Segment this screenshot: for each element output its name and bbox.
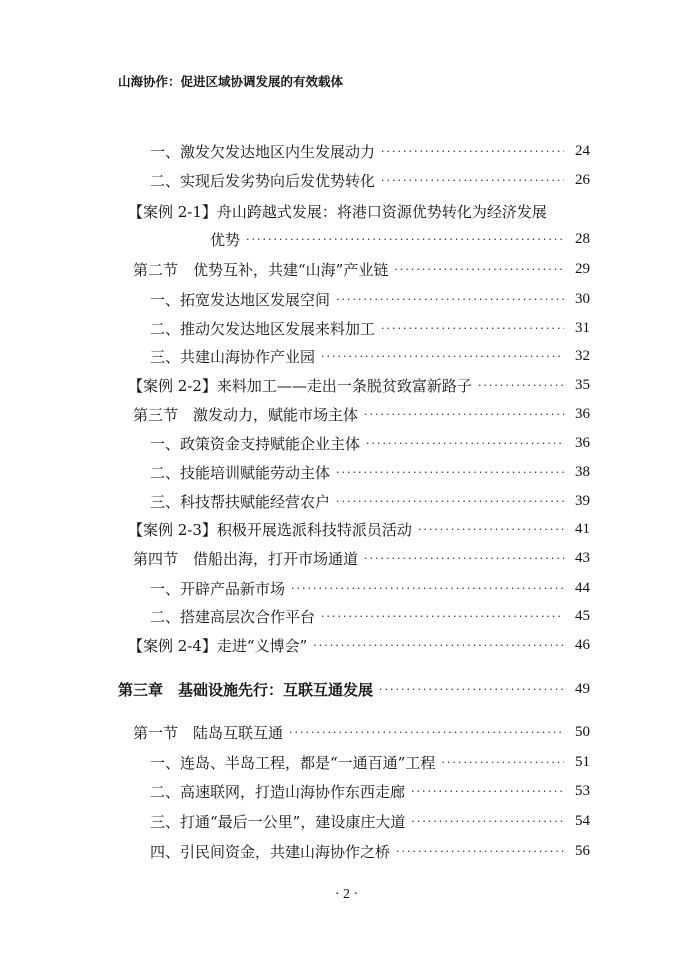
toc-entry-page: 28 bbox=[575, 230, 590, 247]
toc-entry-page: 26 bbox=[575, 171, 590, 188]
toc-entry-title: 【案例 2-3】积极开展选派科技特派员活动 bbox=[128, 520, 412, 539]
toc-leader-dots bbox=[336, 293, 564, 306]
toc-entry-title: 二、推动欠发达地区发展来料加工 bbox=[150, 319, 376, 338]
toc-entry-title: 一、拓宽发达地区发展空间 bbox=[150, 290, 331, 309]
toc-entry-page: 39 bbox=[575, 492, 590, 509]
toc-entry[interactable] bbox=[133, 401, 590, 427]
toc-entry[interactable] bbox=[128, 198, 590, 224]
toc-entry[interactable] bbox=[150, 778, 590, 804]
toc-entry-title: 第三节 激发动力，赋能市场主体 bbox=[133, 405, 359, 424]
toc-entry[interactable] bbox=[150, 430, 590, 456]
toc-entry-title: 第四节 借船出海，打开市场通道 bbox=[133, 549, 359, 568]
toc-entry-title: 三、打通“最后一公里”，建设康庄大道 bbox=[150, 812, 406, 831]
toc-entry-title: 【案例 2-2】来料加工——走出一条脱贫致富新路子 bbox=[128, 376, 472, 395]
running-header: 山海协作：促进区域协调发展的有效载体 bbox=[118, 74, 344, 89]
toc-entry-title: 二、搭建高层次合作平台 bbox=[150, 607, 316, 626]
toc-leader-dots bbox=[366, 437, 564, 450]
toc-entry-chapter[interactable] bbox=[118, 676, 590, 702]
toc-entry-title: 二、技能培训赋能劳动主体 bbox=[150, 463, 331, 482]
toc-leader-dots bbox=[289, 726, 564, 739]
toc-leader-dots bbox=[478, 379, 564, 392]
toc-entry-title: 一、连岛、半岛工程，都是“一通百通”工程 bbox=[150, 753, 436, 772]
toc-entry[interactable] bbox=[150, 603, 590, 629]
toc-entry[interactable] bbox=[128, 372, 590, 398]
toc-entry[interactable] bbox=[150, 286, 590, 312]
toc-entry-page: 38 bbox=[575, 463, 590, 480]
toc-leader-dots bbox=[396, 845, 564, 858]
toc-entry-title: 三、科技帮扶赋能经营农户 bbox=[150, 492, 331, 511]
toc-entry-title: 第三章 基础设施先行：互联互通发展 bbox=[118, 680, 374, 699]
toc-entry-page: 36 bbox=[575, 434, 590, 451]
toc-leader-dots bbox=[381, 322, 564, 335]
toc-entry-page: 56 bbox=[575, 842, 590, 859]
toc-entry-title: 【案例 2-1】舟山跨越式发展：将港口资源优势转化为经济发展 bbox=[128, 202, 547, 221]
toc-entry-page: 46 bbox=[575, 636, 590, 653]
toc-entry-page: 44 bbox=[575, 579, 590, 596]
toc-entry-page: 41 bbox=[575, 520, 590, 537]
toc-entry-title: 第二节 优势互补，共建“山海”产业链 bbox=[133, 260, 389, 279]
toc-entry-page: 30 bbox=[575, 290, 590, 307]
toc-entry[interactable] bbox=[133, 719, 590, 745]
toc-entry[interactable] bbox=[128, 632, 590, 658]
toc-entry-page: 51 bbox=[575, 753, 590, 770]
toc-leader-dots bbox=[321, 610, 564, 623]
toc-leader-dots bbox=[411, 815, 564, 828]
toc-entry-title: 一、激发欠发达地区内生发展动力 bbox=[150, 142, 376, 161]
toc-entry-title: 二、实现后发劣势向后发优势转化 bbox=[150, 171, 376, 190]
toc-leader-dots bbox=[321, 350, 564, 363]
toc-entry[interactable] bbox=[150, 808, 590, 834]
toc-entry[interactable] bbox=[210, 226, 590, 252]
toc-entry-page: 50 bbox=[575, 723, 590, 740]
toc-entry-page: 35 bbox=[575, 376, 590, 393]
toc-entry-page: 54 bbox=[575, 812, 590, 829]
toc-entry-page: 36 bbox=[575, 405, 590, 422]
toc-entry-title: 一、开辟产品新市场 bbox=[150, 579, 286, 598]
toc-entry[interactable] bbox=[128, 516, 590, 542]
toc-entry[interactable] bbox=[150, 138, 590, 164]
toc-entry[interactable] bbox=[150, 575, 590, 601]
toc-entry[interactable] bbox=[150, 488, 590, 514]
toc-leader-dots bbox=[381, 145, 564, 158]
toc-leader-dots bbox=[313, 639, 564, 652]
toc-entry[interactable] bbox=[150, 343, 590, 369]
toc-entry[interactable] bbox=[133, 256, 590, 282]
toc-entry-title: 一、政策资金支持赋能企业主体 bbox=[150, 434, 361, 453]
toc-leader-dots bbox=[411, 785, 564, 798]
toc-entry[interactable] bbox=[150, 749, 590, 775]
toc-entry-title: 四、引民间资金，共建山海协作之桥 bbox=[150, 842, 391, 861]
toc-entry-title: 优势 bbox=[210, 230, 241, 249]
toc-leader-dots bbox=[291, 582, 564, 595]
toc-entry-page: 53 bbox=[575, 782, 590, 799]
toc-entry-title: 二、高速联网，打造山海协作东西走廊 bbox=[150, 782, 406, 801]
toc-leader-dots bbox=[394, 263, 564, 276]
toc-leader-dots bbox=[336, 495, 564, 508]
toc-leader-dots bbox=[379, 683, 564, 696]
toc-entry-page: 29 bbox=[575, 260, 590, 277]
toc-leader-dots bbox=[246, 233, 564, 246]
toc-entry-page: 43 bbox=[575, 549, 590, 566]
toc-entry-title: 三、共建山海协作产业园 bbox=[150, 347, 316, 366]
toc-entry-title: 第一节 陆岛互联互通 bbox=[133, 723, 284, 742]
toc-leader-dots bbox=[364, 408, 564, 421]
toc-entry-title: 【案例 2-4】走进“义博会” bbox=[128, 636, 308, 655]
page-number: · 2 · bbox=[334, 887, 359, 902]
toc-entry[interactable] bbox=[150, 315, 590, 341]
toc-entry-page: 49 bbox=[575, 680, 590, 697]
toc-entry-page: 31 bbox=[575, 319, 590, 336]
toc-leader-dots bbox=[336, 466, 564, 479]
toc-entry-page: 32 bbox=[575, 347, 590, 364]
toc-leader-dots bbox=[418, 523, 564, 536]
toc-entry[interactable] bbox=[150, 459, 590, 485]
toc-entry-page: 45 bbox=[575, 607, 590, 624]
toc-leader-dots bbox=[381, 174, 564, 187]
toc-entry[interactable] bbox=[150, 838, 590, 864]
toc-entry[interactable] bbox=[133, 545, 590, 571]
toc-leader-dots bbox=[441, 756, 564, 769]
toc-entry-page: 24 bbox=[575, 142, 590, 159]
toc-entry[interactable] bbox=[150, 167, 590, 193]
toc-leader-dots bbox=[364, 552, 564, 565]
